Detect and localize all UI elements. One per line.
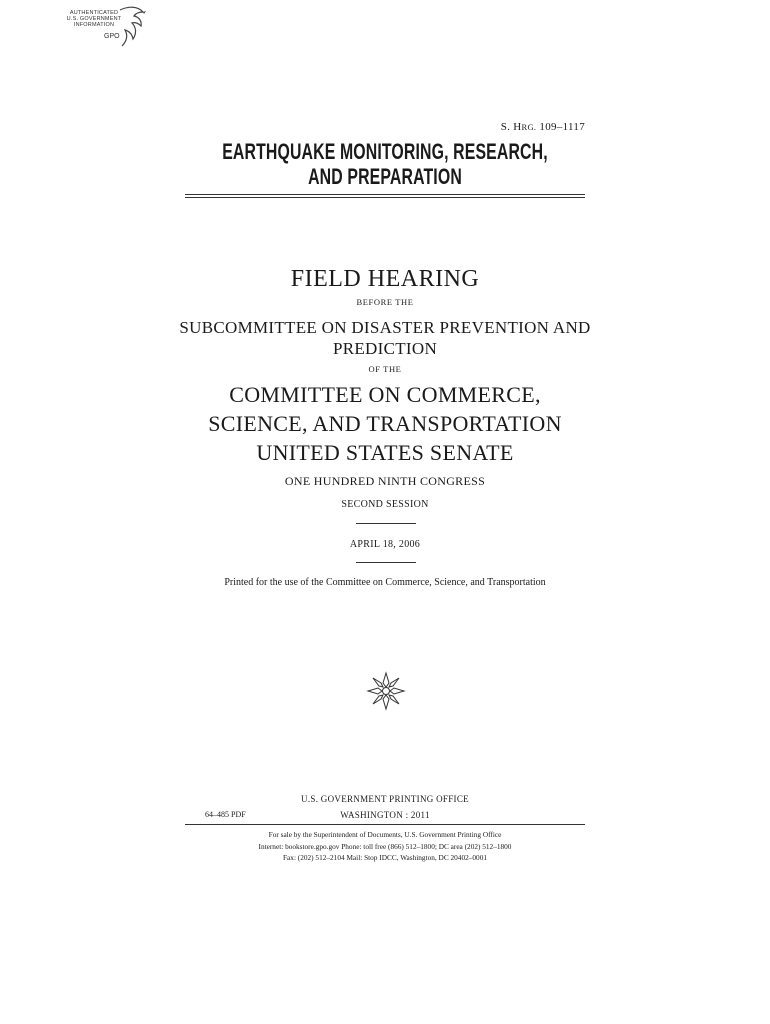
hearing-prefix: S. H <box>500 121 522 133</box>
title-rule-top <box>185 194 585 195</box>
star-ornament-icon <box>366 671 406 711</box>
printing-office-name: U.S. GOVERNMENT PRINTING OFFICE <box>301 794 469 804</box>
congress-number: ONE HUNDRED NINTH CONGRESS <box>284 474 486 488</box>
date-rule-bottom <box>356 562 416 563</box>
title-rule-bottom <box>185 197 585 198</box>
hearing-type: FIELD HEARING <box>290 266 480 292</box>
sale-info-line-1: For sale by the Superintendent of Documents, U.S. Government Printing Office <box>268 830 502 839</box>
gpo-authentication-seal <box>62 4 148 50</box>
session-label: SECOND SESSION <box>341 499 429 510</box>
eagle-seal-icon <box>114 4 148 50</box>
title-line-1: EARTHQUAKE MONITORING, RESEARCH, <box>222 139 548 164</box>
sale-info-line-3: Fax: (202) 512–2104 Mail: Stop IDCC, Washington, DC 20402–0001 <box>283 853 487 862</box>
of-the-label: OF THE <box>368 364 402 374</box>
subcommittee-name-line-1: SUBCOMMITTEE ON DISASTER PREVENTION AND <box>179 318 591 337</box>
hearing-prefix-small: RG. <box>521 122 537 132</box>
seal-line-3: INFORMATION <box>73 22 115 28</box>
senate-name: UNITED STATES SENATE <box>256 440 514 465</box>
hearing-date: APRIL 18, 2006 <box>349 539 421 550</box>
seal-line-2: U.S. GOVERNMENT <box>66 16 122 22</box>
committee-name-line-1: COMMITTEE ON COMMERCE, <box>229 382 541 407</box>
before-the-label: BEFORE THE <box>356 297 414 307</box>
printed-for-note: Printed for the use of the Committee on Commerce, Science, and Transportation <box>224 577 546 588</box>
footer-rule <box>185 824 585 825</box>
city-and-year: WASHINGTON : 2011 <box>340 810 430 820</box>
seal-gpo-mark: GPO <box>104 33 120 40</box>
hearing-number-value: 109–1117 <box>539 121 585 133</box>
seal-line-1: AUTHENTICATED <box>69 10 119 16</box>
committee-name-line-2: SCIENCE, AND TRANSPORTATION <box>208 411 562 436</box>
pdf-number: 64–485 PDF <box>205 810 246 819</box>
hearing-number <box>501 121 585 133</box>
date-rule-top <box>356 523 416 524</box>
title-line-2: AND PREPARATION <box>308 164 462 189</box>
subcommittee-name-line-2: PREDICTION <box>332 339 438 358</box>
sale-info-line-2: Internet: bookstore.gpo.gov Phone: toll free (866) 512–1800; DC area (202) 512–1800 <box>258 842 512 851</box>
